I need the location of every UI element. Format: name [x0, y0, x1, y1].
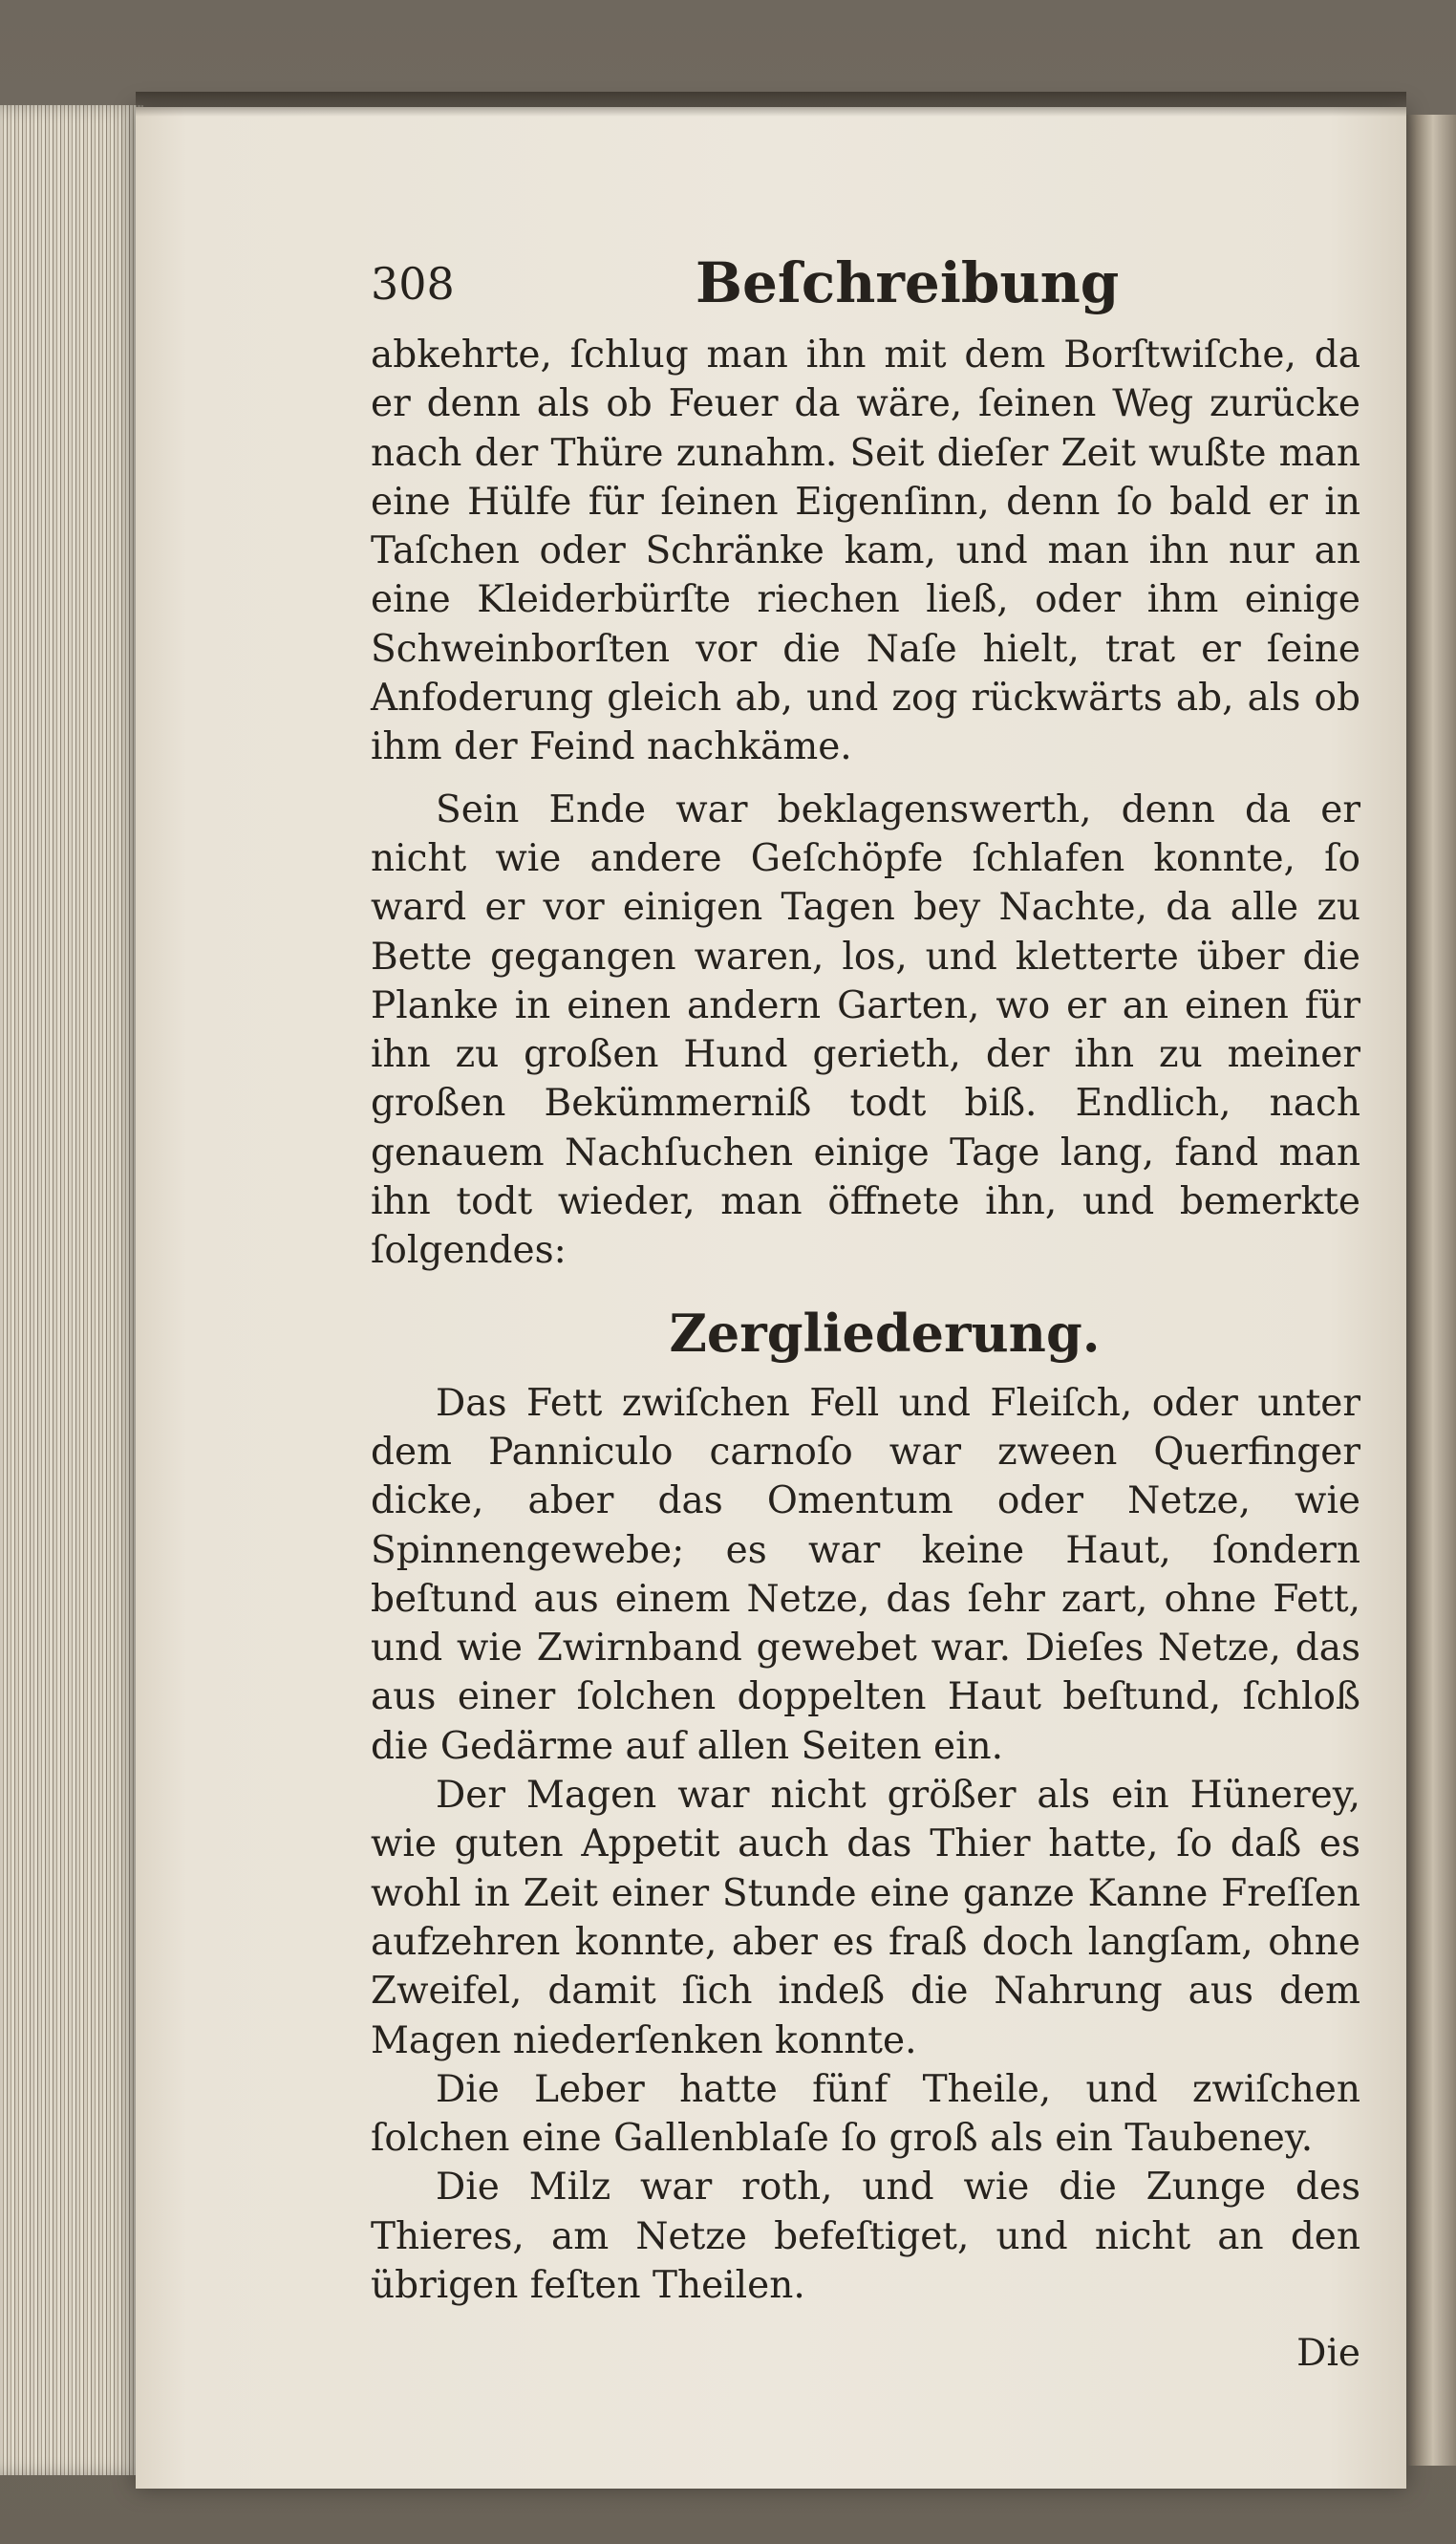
section-paragraph-3: Die Leber hatte fünf Theile, und zwiſchen ſolchen eine Gallenblaſe ſo groß als ein Taubeney. — [371, 2067, 1360, 2161]
page-stack-right — [1399, 115, 1456, 2466]
running-head: Beſchreibung — [696, 250, 1120, 315]
page-number: 308 — [371, 258, 455, 310]
section-paragraph-1: Das Fett zwiſchen Fell und Fleiſch, oder unter dem Panniculo carnoſo war zween Querfinger dicke, aber das Omentum oder Netze, wie Spinnengewebe; es war keine Haut, ſondern beſtund aus einem Netze, das ſehr zart, ohne Fett, und wie Zwirnband gewebet war. Dieſes Netze, das aus einer ſolchen doppelten Haut beſtund, ſchloß die Gedärme auf allen Seiten ein. — [371, 1381, 1360, 1768]
section-paragraph-2: Der Magen war nicht größer als ein Hünerey, wie guten Appetit auch das Thier hatte, ſo daß es wohl in Zeit einer Stunde eine ganze Kanne Freſſen aufzehren konnte, aber es fraß doch langſam, ohne Zweifel, damit ſich indeß die Nahrung aus dem Magen niederſenken konnte. — [371, 1774, 1360, 2062]
catchword: Die — [1296, 2332, 1360, 2376]
section-title: Zergliederung. — [669, 1302, 1101, 1364]
section-paragraph-4: Die Milz war roth, und wie die Zunge des Thieres, am Netze befeſtiget, und nicht an den übrigen feſten Theilen. — [371, 2166, 1360, 2307]
top-shadow — [136, 92, 1406, 117]
paragraph-1: abkehrte, ſchlug man ihn mit dem Borſtwiſche, da er denn als ob Feuer da wäre, ſeinen Weg zurücke nach der Thüre zunahm. Seit dieſer Zeit wußte man eine Hülfe für ſeinen Eigenſinn, denn ſo bald er in Taſchen oder Schränke kam, und man ihn nur an eine Kleiderbürſte riechen ließ, oder ihm einige Schweinborſten vor die Naſe hielt, trat er ſeine Anfoderung gleich ab, und zog rückwärts ab, als ob ihm der Feind nachkäme. — [371, 334, 1360, 769]
page-header — [371, 250, 1360, 331]
page-stack-left — [0, 105, 143, 2475]
page-text-block — [371, 250, 1360, 2378]
paragraph-2: Sein Ende war beklagenswerth, denn da er nicht wie andere Geſchöpfe ſchlafen konnte, ſo ward er vor einigen Tagen bey Nachte, da alle zu Bette gegangen waren, los, und kletterte über die Planke in einen andern Garten, wo er an einen für ihn zu großen Hund gerieth, der ihn zu meiner großen Bekümmerniß todt biß. Endlich, nach genauem Nachſuchen einige Tage lang, fand man ihn todt wieder, man öffnete ihn, und bemerkte ſolgendes: — [371, 787, 1360, 1273]
